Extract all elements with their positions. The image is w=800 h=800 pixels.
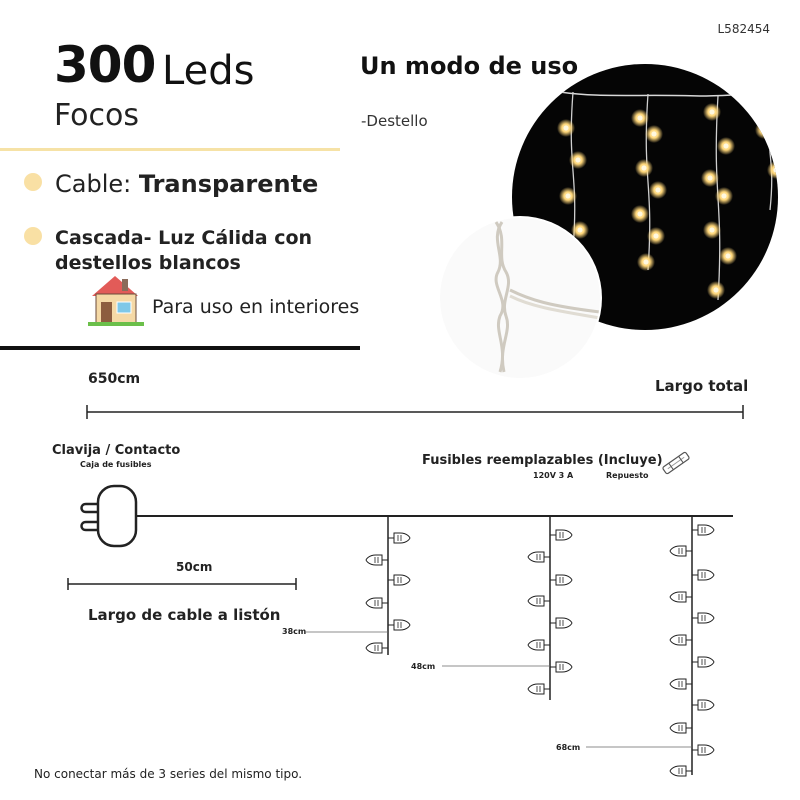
led-count-unit: Leds	[162, 48, 255, 94]
bulb-icon	[388, 533, 410, 543]
bulb-icon	[528, 596, 550, 606]
bulb-icon	[692, 745, 714, 755]
cable-closeup-photo	[438, 216, 602, 380]
light-drops	[305, 516, 714, 776]
bulb-icon	[366, 643, 388, 653]
bulb-icon	[550, 662, 572, 672]
glow-bulb	[767, 161, 785, 179]
sku-code: L582454	[717, 22, 770, 36]
bulb-icon	[670, 723, 692, 733]
drop-length-label: 38cm	[282, 627, 307, 636]
description-line: Cascada- Luz Cálida con	[55, 227, 313, 249]
cable-value: Transparente	[138, 170, 319, 198]
lead-length-dimension	[68, 578, 296, 590]
plug-icon	[82, 486, 137, 546]
mode-item: -Destello	[361, 112, 428, 130]
bulb-icon	[528, 640, 550, 650]
footer-note: No conectar más de 3 series del mismo tipo.	[34, 767, 303, 781]
fuse-title: Fusibles reemplazables (Incluye)	[422, 453, 663, 468]
product-subtitle: Focos	[54, 98, 140, 133]
bulb-icon	[670, 766, 692, 776]
bulb-icon	[366, 555, 388, 565]
bulb-icon	[692, 525, 714, 535]
indoor-use-label: Para uso en interiores	[152, 296, 360, 318]
total-length-label: Largo total	[655, 377, 749, 395]
mode-title: Un modo de uso	[360, 52, 579, 80]
bulb-icon	[528, 552, 550, 562]
house-icon	[88, 276, 144, 326]
bulb-icon	[388, 620, 410, 630]
total-length-dimension	[87, 405, 743, 419]
bulb-icon	[670, 546, 692, 556]
bulb-icon	[550, 618, 572, 628]
cable-label: Cable:	[55, 170, 132, 198]
bulb-icon	[692, 613, 714, 623]
bulb-icon	[366, 598, 388, 608]
fuse-rating: 120V 3 A	[533, 471, 574, 480]
bulb-icon	[692, 657, 714, 667]
fuse-icon	[662, 452, 690, 475]
bulb-icon	[388, 575, 410, 585]
total-length-value: 650cm	[88, 371, 141, 387]
bulb-icon	[692, 570, 714, 580]
bulb-icon	[670, 679, 692, 689]
plug-subtitle: Caja de fusibles	[80, 460, 152, 469]
bulb-icon	[670, 635, 692, 645]
lead-length-label: Largo de cable a listón	[88, 606, 281, 624]
lead-length-value: 50cm	[176, 560, 213, 574]
bulb-icon	[692, 700, 714, 710]
led-count: 300	[54, 36, 156, 94]
description-line: destellos blancos	[55, 252, 241, 274]
bulb-icon	[550, 575, 572, 585]
bulb-icon	[550, 530, 572, 540]
fuse-spare-label: Repuesto	[606, 471, 649, 480]
drop-length-label: 48cm	[411, 662, 436, 671]
bulb-icon	[528, 684, 550, 694]
glow-bulb	[755, 121, 773, 139]
drop-length-label: 68cm	[556, 743, 581, 752]
bulb-icon	[670, 592, 692, 602]
plug-title: Clavija / Contacto	[52, 443, 181, 458]
